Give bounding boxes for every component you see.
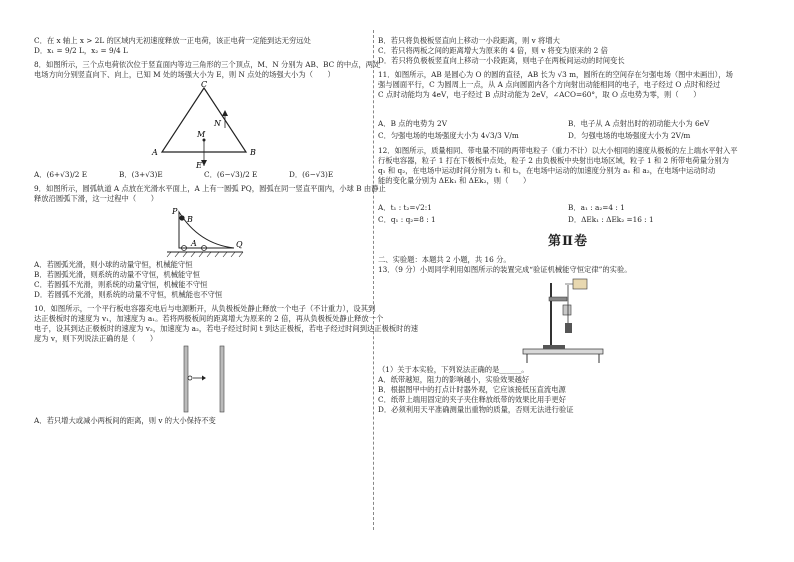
label-b: B xyxy=(187,215,193,224)
section-two-heading: 二、实验题：本题共 2 小题，共 16 分。 xyxy=(378,255,511,264)
q10-stem-1: 10．如图所示，一个平行板电容器充电后与电源断开，从负极板处静止释放一个电子（不计重力），设其到 xyxy=(34,304,376,313)
label-q: Q xyxy=(236,240,243,249)
label-a: A xyxy=(191,239,197,248)
q9-stem-2: 释放沿圆弧下滑，这一过程中（ ） xyxy=(34,194,159,203)
triangle-figure xyxy=(144,80,264,170)
q12-options xyxy=(378,202,758,226)
q12-stem-4: 能的变化量分别为 ΔEk₁ 和 ΔEk₂，则（ ） xyxy=(378,176,531,185)
q12-option-a[interactable]: A．t₁ : t₂=√2:1 xyxy=(378,203,432,212)
q12-option-d[interactable]: D．ΔEk₁ : ΔEk₂ =16 : 1 xyxy=(568,215,654,224)
q12-stem-3: q₁ 和 q₂，在电场中运动时间分别为 t₁ 和 t₂，在电场中运动的加速度分别为 a₁ 和 a₂，在电场中运动时动 xyxy=(378,166,716,175)
q9-option-b[interactable]: B．若圆弧光滑，则系统的动量不守恒，机械能守恒 xyxy=(34,270,200,279)
label-a: A xyxy=(152,148,158,157)
q12-stem-2: 行板电容器，粒子 1 打在下极板中点处，粒子 2 由负极板中央射出电场区域，粒子 1 和 2 所带电荷量分别为 xyxy=(378,156,729,165)
q11-stem-3: C 点时动能均为 4eV，电子经过 B 点时动能为 2eV，∠ACO=60°，取 O 点电势为零，则（ ） xyxy=(378,90,701,99)
arc-track-figure xyxy=(159,204,249,260)
free-fall-apparatus-figure xyxy=(513,275,623,365)
q10-option-c[interactable]: C．若只将两板之间的距离增大为原来的 4 倍，则 v 将变为原来的 2 倍 xyxy=(378,46,608,55)
q8-stem-1: 8．如图所示，三个点电荷依次位于竖直面内等边三角形的三个顶点，M、N 分别为 AB、BC 的中点，两处 xyxy=(34,60,381,69)
q11-option-c[interactable]: C．匀强电场的电场强度大小为 4√3/3 V/m xyxy=(378,131,519,140)
q10-option-d[interactable]: D．若只将负极板竖直向上移动一小段距离，则电子在两板间运动的时间变长 xyxy=(378,56,625,65)
q13-option-b[interactable]: B．根据图甲中的打点计时器外观，它应该接低压直流电源 xyxy=(378,385,566,394)
q8-option-b[interactable]: B．(3+√3)E xyxy=(119,170,163,179)
q12-option-c[interactable]: C．q₁ : q₂=8 : 1 xyxy=(378,215,436,224)
q10-stem-3: 电子，设其到达正极板时的速度为 v₂，加速度为 a₂，若电子经过时间 t 到达正极板，若电子经过时间到达正极板时的速 xyxy=(34,324,419,333)
q10-option-b[interactable]: B．若只将负极板竖直向上移动一小段距离，则 v 将增大 xyxy=(378,36,560,45)
q7-option-d: D．x₁ = 9/2 L，x₂ = 9/4 L xyxy=(34,46,128,55)
q9-stem-1: 9．如图所示，圆弧轨道 A 点放在光滑水平面上，A 上有一圆弧 PQ，圆弧在同一竖直平面内，小球 B 由静止 xyxy=(34,184,386,193)
part-two-title: 第Ⅱ卷 xyxy=(548,234,588,249)
label-n: N xyxy=(214,119,221,128)
q11-option-b[interactable]: B．电子从 A 点射出时的初动能大小为 6eV xyxy=(568,119,710,128)
q13-option-d[interactable]: D．必须利用天平准确测量出重物的质量，否则无法进行验证 xyxy=(378,405,574,414)
label-p: P xyxy=(172,207,178,216)
q9-option-c[interactable]: C．若圆弧不光滑，则系统的动量守恒，机械能不守恒 xyxy=(34,280,208,289)
q12-stem-1: 12．如图所示，质量相同、带电量不同的两带电粒子（重力不计）以大小相同的速度从极板的左上端水平射入平 xyxy=(378,146,738,155)
q9-option-d[interactable]: D．若圆弧不光滑，则系统的动量不守恒，机械能也不守恒 xyxy=(34,290,223,299)
capacitor-figure xyxy=(174,344,234,416)
q11-stem-1: 11．如图所示，AB 是圆心为 O 的圆的直径，AB 长为 √3 m，圆所在的空间存在匀强电场（图中未画出），场 xyxy=(378,70,733,79)
q13-stem: 13．（9 分）小周同学利用如图所示的装置完成“验证机械能守恒定律”的实验。 xyxy=(378,265,632,274)
q13-option-c[interactable]: C．纸带上端用固定的夹子夹住释放纸带的效果比用手更好 xyxy=(378,395,567,404)
label-b: B xyxy=(250,148,256,157)
q12-option-b[interactable]: B．a₁ : a₂=4 : 1 xyxy=(568,203,625,212)
q11-option-a[interactable]: A．B 点的电势为 2V xyxy=(378,119,447,128)
q8-option-a[interactable]: A．(6+√3)/2 E xyxy=(34,170,88,179)
q10-stem-4: 度为 v，则下列说法正确的是（ ） xyxy=(34,334,158,343)
q10-stem-2: 达正极板时的速度为 v₁，加速度为 a₁。若将两极板间的距离增大为原来的 2 倍，再从负极板处静止释放一个 xyxy=(34,314,384,323)
label-m: M xyxy=(197,130,206,139)
q8-stem-2: 电场方向分别竖直向下、向上，已知 M 处的场强大小为 E，则 N 点处的场强大小为（ ） xyxy=(34,70,335,79)
q13-sub-question: （1）关于本实验，下列说法正确的是______。 xyxy=(378,365,529,374)
q11-options xyxy=(378,118,758,142)
q11-option-d[interactable]: D．匀强电场的电场强度大小为 2V/m xyxy=(568,131,691,140)
q11-stem-2: 强与圆面平行，C 为圆周上一点，从 A 点向圆面内各个方向射出动能相同的电子，电子经过 O 点时和经过 xyxy=(378,80,721,89)
q9-option-a[interactable]: A．若圆弧光滑，则小球的动量守恒，机械能守恒 xyxy=(34,260,193,269)
right-column xyxy=(378,36,758,415)
q8-option-d[interactable]: D．(6−√3)E xyxy=(289,170,334,179)
q10-option-a[interactable]: A．若只增大或减小两板间的距离，则 v 的大小保持不变 xyxy=(34,416,216,425)
label-e: E xyxy=(196,161,202,170)
q13-option-a[interactable]: A．纸带越短，阻力的影响越小，实验效果越好 xyxy=(378,375,530,384)
q8-options xyxy=(34,170,374,180)
q8-option-c[interactable]: C．(6−√3)/2 E xyxy=(204,170,258,179)
label-c: C xyxy=(201,80,208,89)
q7-option-c: C．在 x 轴上 x > 2L 的区域内无初速度释放一正电荷，该正电荷一定能到达无穷远处 xyxy=(34,36,311,45)
